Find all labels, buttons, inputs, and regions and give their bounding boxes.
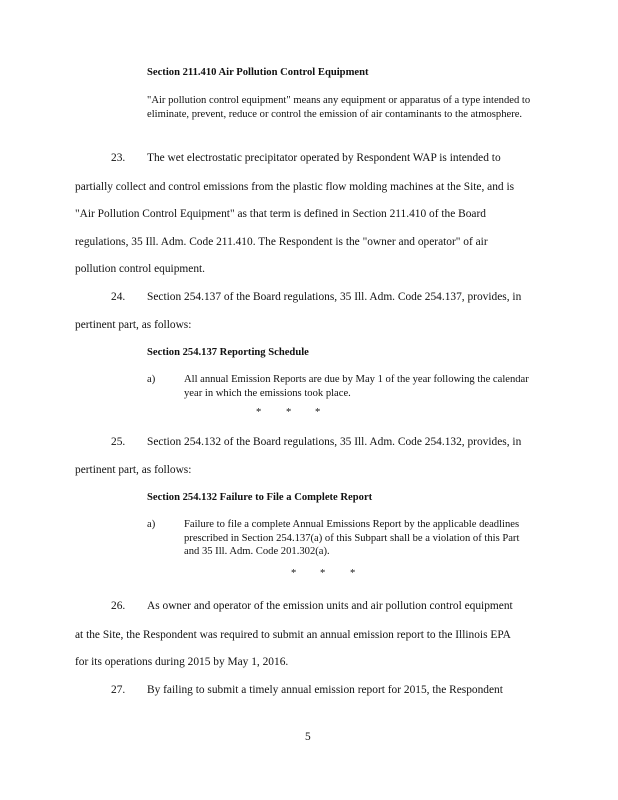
paragraph-23-number: 23. — [111, 152, 126, 164]
paragraph-23-line: partially collect and control emissions from the plastic flow molding machines at the Site, and is — [75, 181, 515, 193]
paragraph-25-line: Section 254.132 of the Board regulations, 35 Ill. Adm. Code 254.132, provides, in — [147, 436, 522, 448]
paragraph-24-number: 24. — [111, 291, 126, 303]
ellipsis-star: * — [291, 568, 297, 579]
section-254-132-item-text: Failure to file a complete Annual Emissions Report by the applicable deadlines prescribed in Section 254.137(a) of this Subpart shall be a violation of this Part and 35 Ill. Adm. Code 201.302(a). — [184, 519, 520, 557]
section-254-137-item-label: a) — [147, 374, 156, 385]
paragraph-25-line: pertinent part, as follows: — [75, 464, 192, 476]
paragraph-23-line: The wet electrostatic precipitator operated by Respondent WAP is intended to — [147, 152, 501, 164]
paragraph-23-line: pollution control equipment. — [75, 263, 206, 275]
paragraph-23-line: "Air Pollution Control Equipment" as that term is defined in Section 211.410 of the Board — [75, 208, 486, 220]
paragraph-27-line: By failing to submit a timely annual emission report for 2015, the Respondent — [147, 684, 503, 696]
section-211-410-definition: "Air pollution control equipment" means any equipment or apparatus of a type intended to eliminate, prevent, reduce or control the emission of air contaminants to the atmosphere. — [147, 95, 531, 120]
ellipsis-star: * — [256, 407, 262, 418]
paragraph-26-number: 26. — [111, 600, 126, 612]
ellipsis-stars — [0, 407, 618, 421]
ellipsis-star: * — [315, 407, 321, 418]
section-254-132-item-label: a) — [147, 519, 156, 530]
paragraph-26-line: As owner and operator of the emission units and air pollution control equipment — [147, 600, 513, 612]
section-254-132-heading: Section 254.132 Failure to File a Complete Report — [147, 492, 373, 503]
paragraph-27-number: 27. — [111, 684, 126, 696]
ellipsis-stars — [0, 568, 618, 582]
paragraph-25-number: 25. — [111, 436, 126, 448]
paragraph-26-line: for its operations during 2015 by May 1, 2016. — [75, 656, 289, 668]
paragraph-24-line: pertinent part, as follows: — [75, 319, 192, 331]
ellipsis-star: * — [320, 568, 326, 579]
ellipsis-star: * — [286, 407, 292, 418]
page-number: 5 — [305, 731, 311, 743]
section-254-137-heading: Section 254.137 Reporting Schedule — [147, 347, 309, 358]
ellipsis-star: * — [350, 568, 356, 579]
section-211-410-heading: Section 211.410 Air Pollution Control Equipment — [147, 67, 369, 78]
paragraph-23-line: regulations, 35 Ill. Adm. Code 211.410. The Respondent is the "owner and operator" of air — [75, 236, 488, 248]
paragraph-26-line: at the Site, the Respondent was required to submit an annual emission report to the Illinois EPA — [75, 629, 511, 641]
section-254-137-item-text: All annual Emission Reports are due by May 1 of the year following the calendar year in which the emissions took place. — [184, 374, 529, 399]
paragraph-24-line: Section 254.137 of the Board regulations, 35 Ill. Adm. Code 254.137, provides, in — [147, 291, 522, 303]
